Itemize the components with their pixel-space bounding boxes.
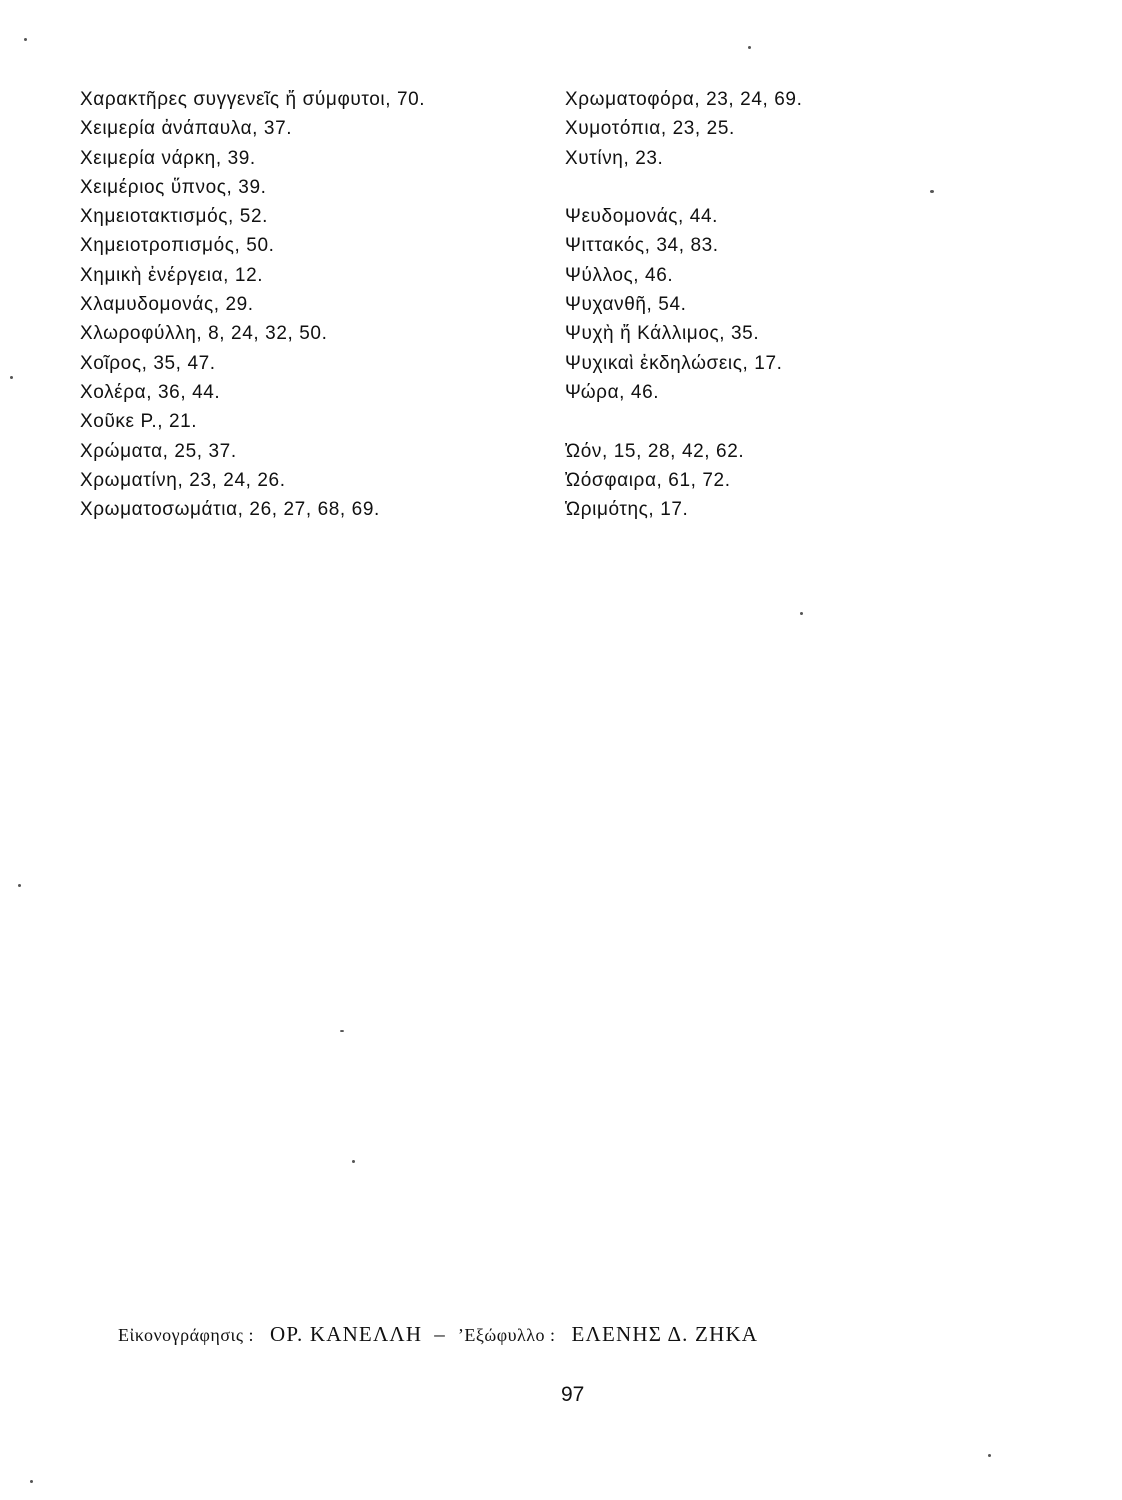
index-entry: Ψύλλος, 46. [565, 264, 674, 286]
credits-line [118, 1322, 1018, 1347]
index-entry: Χαρακτῆρες συγγενεῖς ἤ σύμφυτοι, 70. [80, 89, 426, 110]
index-entry: Χυτίνη, 23. [565, 147, 664, 169]
scan-speck [30, 1480, 33, 1483]
letter-group-gap [565, 407, 1005, 436]
index-entry: Ὠόν, 15, 28, 42, 62. [565, 440, 745, 462]
index-entry: Ψυχικαὶ ἐκδηλώσεις, 17. [565, 352, 783, 374]
scan-speck [10, 376, 13, 379]
index-entry: Χρώματα, 25, 37. [80, 440, 237, 462]
cover-label: ’Εξώφυλλο : [457, 1325, 556, 1345]
index-entry: Χημικὴ ἐνέργεια, 12. [80, 264, 264, 286]
index-entry: Χειμερία νάρκη, 39. [80, 147, 256, 169]
index-entry: Ψευδομονάς, 44. [565, 206, 719, 228]
index-entry: Χοῦκε Ρ., 21. [80, 411, 198, 433]
scan-speck [18, 884, 21, 887]
index-entry: Χειμερία ἀνάπαυλα, 37. [80, 118, 293, 140]
index-entry: Ὠόσφαιρα, 61, 72. [565, 469, 731, 491]
index-entry: Χρωματίνη, 23, 24, 26. [80, 469, 286, 491]
index-entry: Χρωματοφόρα, 23, 24, 69. [565, 89, 803, 110]
illustrations-label: Εἰκονογράφησις : [118, 1325, 254, 1345]
index-entry: Χοῖρος, 35, 47. [80, 352, 216, 374]
index-entry: Χημειοτροπισμός, 50. [80, 235, 275, 257]
index-entry: Ψυχανθῆ, 54. [565, 294, 687, 316]
index-right-column [565, 85, 1005, 524]
scan-speck [988, 1454, 991, 1457]
index-entry: Χολέρα, 36, 44. [80, 381, 221, 403]
index-left-column [80, 85, 550, 524]
scan-speck [748, 46, 751, 49]
index-entry: Χημειοτακτισμός, 52. [80, 206, 268, 228]
cover-artist-name: ΕΛΕΝΗΣ Δ. ΖΗΚΑ [571, 1322, 759, 1346]
index-entry: Χειμέριος ὕπνος, 39. [80, 176, 267, 198]
index-entry: Ψιττακός, 34, 83. [565, 235, 719, 257]
illustrator-name: ΟΡ. ΚΑΝΕΛΛΗ [270, 1322, 423, 1346]
index-entry: Χυμοτόπια, 23, 25. [565, 118, 735, 140]
scan-speck [352, 1160, 355, 1163]
index-entry: Ψυχὴ ἤ Κάλλιμος, 35. [565, 323, 760, 345]
index-entry: Χλωροφύλλη, 8, 24, 32, 50. [80, 323, 328, 345]
scan-speck [800, 612, 803, 615]
credits-separator: – [434, 1322, 446, 1346]
index-entry: Χρωματοσωμάτια, 26, 27, 68, 69. [80, 499, 380, 521]
letter-group-gap [565, 173, 1005, 202]
index-entry: Ψώρα, 46. [565, 381, 660, 403]
scan-speck [930, 190, 934, 193]
page-number: 97 [561, 1383, 585, 1406]
scan-speck [24, 38, 27, 41]
scan-speck [340, 1030, 344, 1032]
index-entry: Ὡριμότης, 17. [565, 499, 689, 521]
index-entry: Χλαμυδομονάς, 29. [80, 294, 254, 316]
